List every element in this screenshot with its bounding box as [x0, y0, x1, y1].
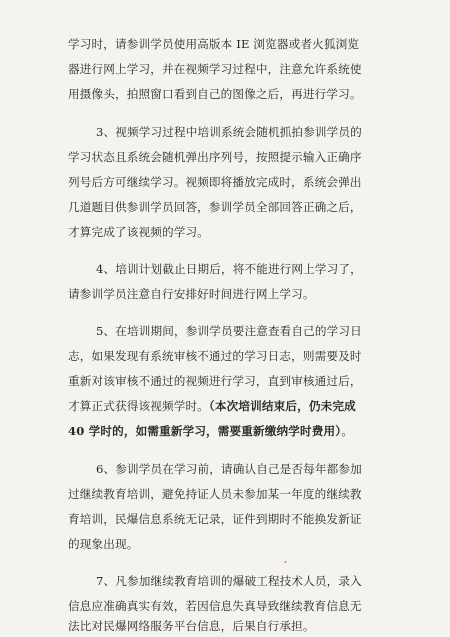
paragraph-line: 重新对该审核不通过的视频进行学习，直到审核通过后，	[68, 374, 362, 388]
plain-text: 。	[341, 424, 353, 438]
paragraph-line: 法比对民爆网络服务平台信息，后果自行承担。	[68, 619, 315, 633]
plain-text: 才算正式获得该视频学时。	[68, 399, 209, 413]
paragraph-line	[68, 423, 353, 439]
paragraph-line: 志，如果发现有系统审核不通过的学习日志，则需要及时	[68, 349, 362, 363]
paragraph-line: 请参训学员注意自行安排好时间进行网上学习。	[68, 287, 315, 301]
bold-note: 40 学时的，如需重新学习，需要重新缴纳学时费用）	[68, 424, 342, 438]
paragraph-line: 器进行网上学习，并在视频学习过程中，注意允许系统使	[68, 62, 362, 76]
paragraph-line: 信息应准确真实有效，若因信息失真导致继续教育信息无	[68, 599, 362, 613]
paragraph-line: 6、参训学员在学习前，请确认自己是否每年都参加	[96, 462, 362, 476]
paragraph-line: 用摄像头，拍照窗口看到自己的图像之后，再进行学习。	[68, 87, 362, 101]
paragraph-line: 几道题目供参训学员回答，参训学员全部回答正确之后，	[68, 200, 362, 214]
paragraph-line: 的现象出现。	[68, 537, 139, 551]
paragraph-line: 5、在培训期间，参训学员要注意查看自己的学习日	[96, 324, 362, 338]
paragraph-line: 过继续教育培训，避免持证人员未参加某一年度的继续教	[68, 487, 362, 501]
ink-mark	[284, 561, 287, 563]
paragraph-line: 才算完成了该视频的学习。	[68, 225, 209, 239]
paragraph-line: 育培训，民爆信息系统无记录，证件到期时不能换发新证	[68, 512, 362, 526]
paragraph-line: 学习时，请参训学员使用高版本 IE 浏览器或者火狐浏览	[68, 37, 360, 51]
paragraph-line: 4、培训计划截止日期后，将不能进行网上学习了，	[96, 262, 362, 276]
paragraph-line	[68, 398, 356, 414]
paragraph-line: 列号后方可继续学习。视频即将播放完成时，系统会弹出	[68, 175, 362, 189]
bold-note: （本次培训结束后，仍未完成	[208, 399, 356, 413]
paragraph-line: 7、凡参加继续教育培训的爆破工程技术人员，录入	[96, 574, 362, 588]
paragraph-line: 3、视频学习过程中培训系统会随机抓拍参训学员的	[96, 125, 362, 139]
paragraph-line: 学习状态且系统会随机弹出序列号，按照提示输入正确序	[68, 150, 362, 164]
